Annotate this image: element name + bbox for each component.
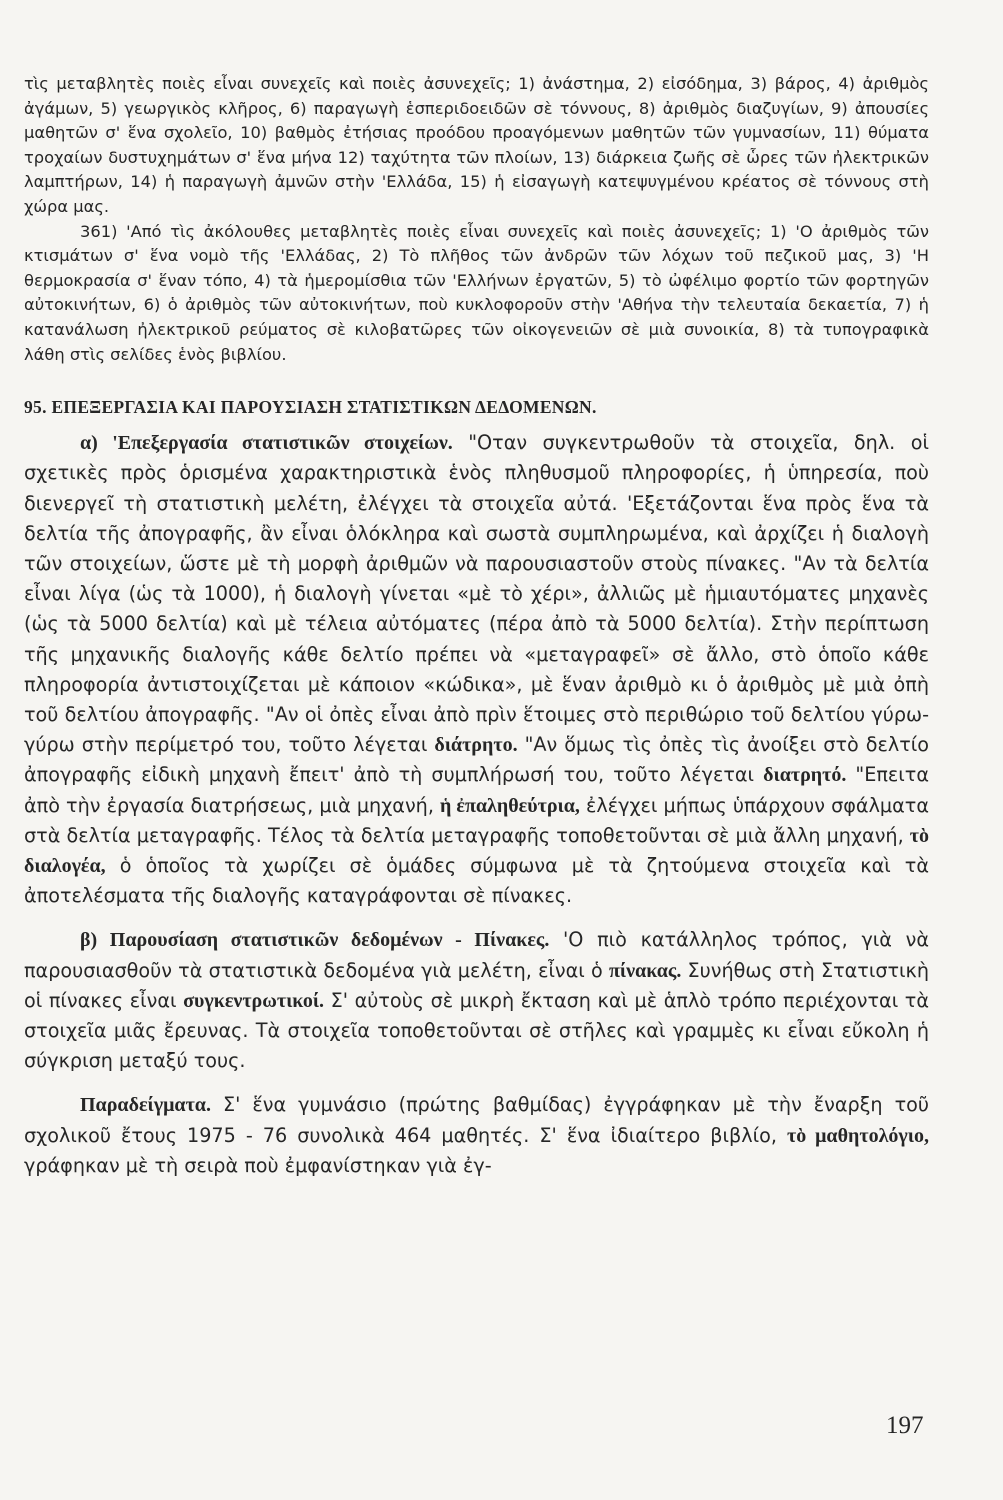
subsection-b-text-2: Συνήθως στὴ Στατιστικὴ οἱ πίνακες εἶναι: [24, 958, 930, 1012]
page-content: [24, 72, 929, 1181]
subsection-a-paragraph: [24, 428, 929, 911]
examples-text-1: Σ' ἕνα γυμνάσιο (πρώτης βαθμίδας) ἐγγράφηκαν μὲ τὴν ἔναρξη τοῦ σχολικοῦ ἔτους 1975 - 76 συνολικὰ 464 μαθητές. Σ' ἕνα ἰδιαίτερο βιβλίο,: [24, 1093, 929, 1147]
term-epalitheftria: ἡ ἐπαληθεύτρια,: [440, 794, 580, 817]
subsection-a-text-3: "Επειτα ἀπὸ τὴν ἐργασία διατρήσεως, μιὰ μηχανή,: [24, 763, 929, 817]
subsection-a-text-4: ἐλέγχει μήπως ὑπάρχουν σφάλματα στὰ δελτία μεταγραφῆς. Τέλος τὰ δελτία μεταγραφῆς τοποθετοῦνται σὲ μιὰ ἄλλη μηχανή,: [24, 793, 929, 847]
examples-title: Παραδείγματα.: [80, 1094, 211, 1117]
term-synkentrotikoi: συγκεντρωτικοί.: [183, 989, 325, 1012]
subsection-b-title: β) Παρουσίαση στατιστικῶν δεδομένων - Πίνακες.: [80, 929, 550, 952]
term-dialogeas: τὸ διαλογέα,: [24, 824, 929, 877]
term-mathitologio: τὸ μαθητολόγιο,: [786, 1124, 929, 1147]
term-diatrito-2: διατρητό.: [763, 764, 847, 787]
exercise-360-continuation: τὶς μεταβλητὲς ποιὲς εἶναι συνεχεῖς καὶ ποιὲς ἀσυνεχεῖς; 1) ἀνάστημα, 2) εἰσόδημα, 3) βάρος, 4) ἀριθμὸς ἀγάμων, 5) γεωργικὸς κλῆρος, 6) παραγωγὴ ἑσπεριδοειδῶν σὲ τόννους, 8) ἀριθμὸς διαζυγίων, 9) ἀπουσίες μαθητῶν σ' ἕνα σχολεῖο, 10) βαθμὸς ἐτήσιας προόδου προαγόμενων μαθητῶν τῶν γυμνασίων, 11) θύματα τροχαίων δυστυχημάτων σ' ἕνα μήνα 12) ταχύτητα τῶν πλοίων, 13) διάρκεια ζωῆς σὲ ὧρες τῶν ἠλεκτρικῶν λαμπτήρων, 14) ἡ παραγωγὴ ἀμνῶν στὴν 'Ελλάδα, 15) ἡ εἰσαγωγὴ κατεψυγμένου κρέατος σὲ τόννους στὴ χώρα μας.: [24, 74, 929, 216]
subsection-a-text-1: "Οταν συγκεντρωθοῦν τὰ στοιχεῖα, δηλ. οἱ σχετικὲς πρὸς ὁρισμένα χαρακτηριστικὰ ἑνὸς πληθυσμοῦ πληροφορίες, ἡ ὑπηρεσία, ποὺ διενεργεῖ τὴ στατιστικὴ μελέτη, ἐλέγχει τὰ στοιχεῖα αὐτά. 'Εξετάζονται ἕνα πρὸς ἕνα τὰ δελτία τῆς ἀπογραφῆς, ἂν εἶναι ὁλόκληρα καὶ σωστὰ συμπληρωμένα, καὶ ἀρχίζει ἡ διαλογὴ τῶν στοιχείων, ὥστε μὲ τὴ μορφὴ ἀριθμῶν νὰ παρουσιαστοῦν στοὺς πίνακες. "Αν τὰ δελτία εἶναι λίγα (ὡς τὰ 1000), ἡ διαλογὴ γίνεται «μὲ τὸ χέρι», ἀλλιῶς μὲ ἡμιαυτόματες μηχανὲς (ὡς τὰ 5000 δελτία) καὶ μὲ τέλεια αὐτόματες (πέρα ἀπὸ τὰ 5000 δελτία). Στὴν περίπτωση τῆς μηχανικῆς διαλογῆς κάθε δελτίο πρέπει νὰ «μεταγραφεῖ» σὲ ἄλλο, στὸ ὁποῖο κάθε πληροφορία ἀντιστοιχίζεται μὲ κάποιον «κώδικα», μὲ ἕναν ἀριθμὸ κι ὁ ἀριθμὸς μὲ μιὰ ὀπὴ τοῦ δελτίου ἀπογραφῆς. "Αν οἱ ὀπὲς εἶναι ἀπὸ πρὶν ἕτοιμες στὸ περιθώριο τοῦ δελτίου γύρω-γύρω στὴν περίμετρό του, τοῦτο λέγεται: [24, 431, 929, 757]
examples-text-2: γράφηκαν μὲ τὴ σειρὰ ποὺ ἐμφανίστηκαν γιὰ ἐγ-: [24, 1153, 492, 1177]
subsection-a-text-5: ὁ ὁποῖος τὰ χωρίζει σὲ ὁμάδες σύμφωνα μὲ τὰ ζητούμενα στοιχεῖα καὶ τὰ ἀποτελέσματα τῆς διαλογῆς καταγράφονται σὲ πίνακες.: [24, 853, 929, 908]
section-body: [24, 428, 929, 1181]
examples-paragraph: [24, 1090, 929, 1181]
exercise-block: [24, 72, 929, 367]
subsection-a-text-2: "Αν ὅμως τὶς ὀπὲς τὶς ἀνοίξει στὸ δελτίο ἀπογραφῆς εἰδικὴ μηχανὴ ἔπειτ' ἀπὸ τὴ συμπλήρωσή του, τοῦτο λέγεται: [24, 733, 930, 787]
subsection-b-text-1: 'Ο πιὸ κατάλληλος τρόπος, γιὰ νὰ παρουσιασθοῦν τὰ στατιστικὰ δεδομένα γιὰ μελέτη, εἶναι ὁ: [24, 928, 929, 982]
term-pinakas: πίνακας.: [608, 959, 682, 982]
exercise-361: 361) 'Από τὶς ἀκόλουθες μεταβλητὲς ποιὲς εἶναι συνεχεῖς καὶ ποιὲς ἀσυνεχεῖς; 1) 'Ο ἀριθμὸς τῶν κτισμάτων σ' ἕνα νομὸ τῆς 'Ελλάδας, 2) Τὸ πλῆθος τῶν ἀνδρῶν τῶν λόχων τοῦ πεζικοῦ μας, 3) 'Η θερμοκρασία σ' ἕναν τόπο, 4) τὰ ἡμερομίσθια τῶν 'Ελλήνων ἐργατῶν, 5) τὸ ὠφέλιμο φορτίο τῶν φορτηγῶν αὐτοκινήτων, 6) ὁ ἀριθμὸς τῶν αὐτοκινήτων, ποὺ κυκλοφοροῦν στὴν 'Αθήνα τὴν τελευταία δεκαετία, 7) ἡ κατανάλωση ἠλεκτρικοῦ ρεύματος σὲ κιλοβατῶρες τῶν οἰκογενειῶν σὲ μιὰ συνοικία, 8) τὰ τυπογραφικὰ λάθη στὶς σελίδες ἑνὸς βιβλίου.: [24, 221, 929, 364]
term-diatrito: διάτρητο.: [434, 734, 518, 757]
section-heading: 95. ΕΠΕΞΕΡΓΑΣΙΑ ΚΑΙ ΠΑΡΟΥΣΙΑΣΗ ΣΤΑΤΙΣΤΙΚΩΝ ΔΕΔΟΜΕΝΩΝ.: [24, 397, 597, 418]
page-number: 197: [886, 1412, 924, 1439]
subsection-a-title: α) 'Επεξεργασία στατιστικῶν στοιχείων.: [80, 432, 453, 455]
subsection-b-paragraph: [24, 925, 929, 1076]
subsection-b-text-3: Σ' αὐτοὺς σὲ μικρὴ ἔκταση καὶ μὲ ἁπλὸ τρόπο περιέχονται τὰ στοιχεῖα μιᾶς ἔρευνας. Τὰ στοιχεῖα τοποθετοῦνται σὲ στῆλες καὶ γραμμὲς κι εἶναι εὔκολη ἡ σύγκριση μεταξύ τους.: [24, 988, 929, 1073]
